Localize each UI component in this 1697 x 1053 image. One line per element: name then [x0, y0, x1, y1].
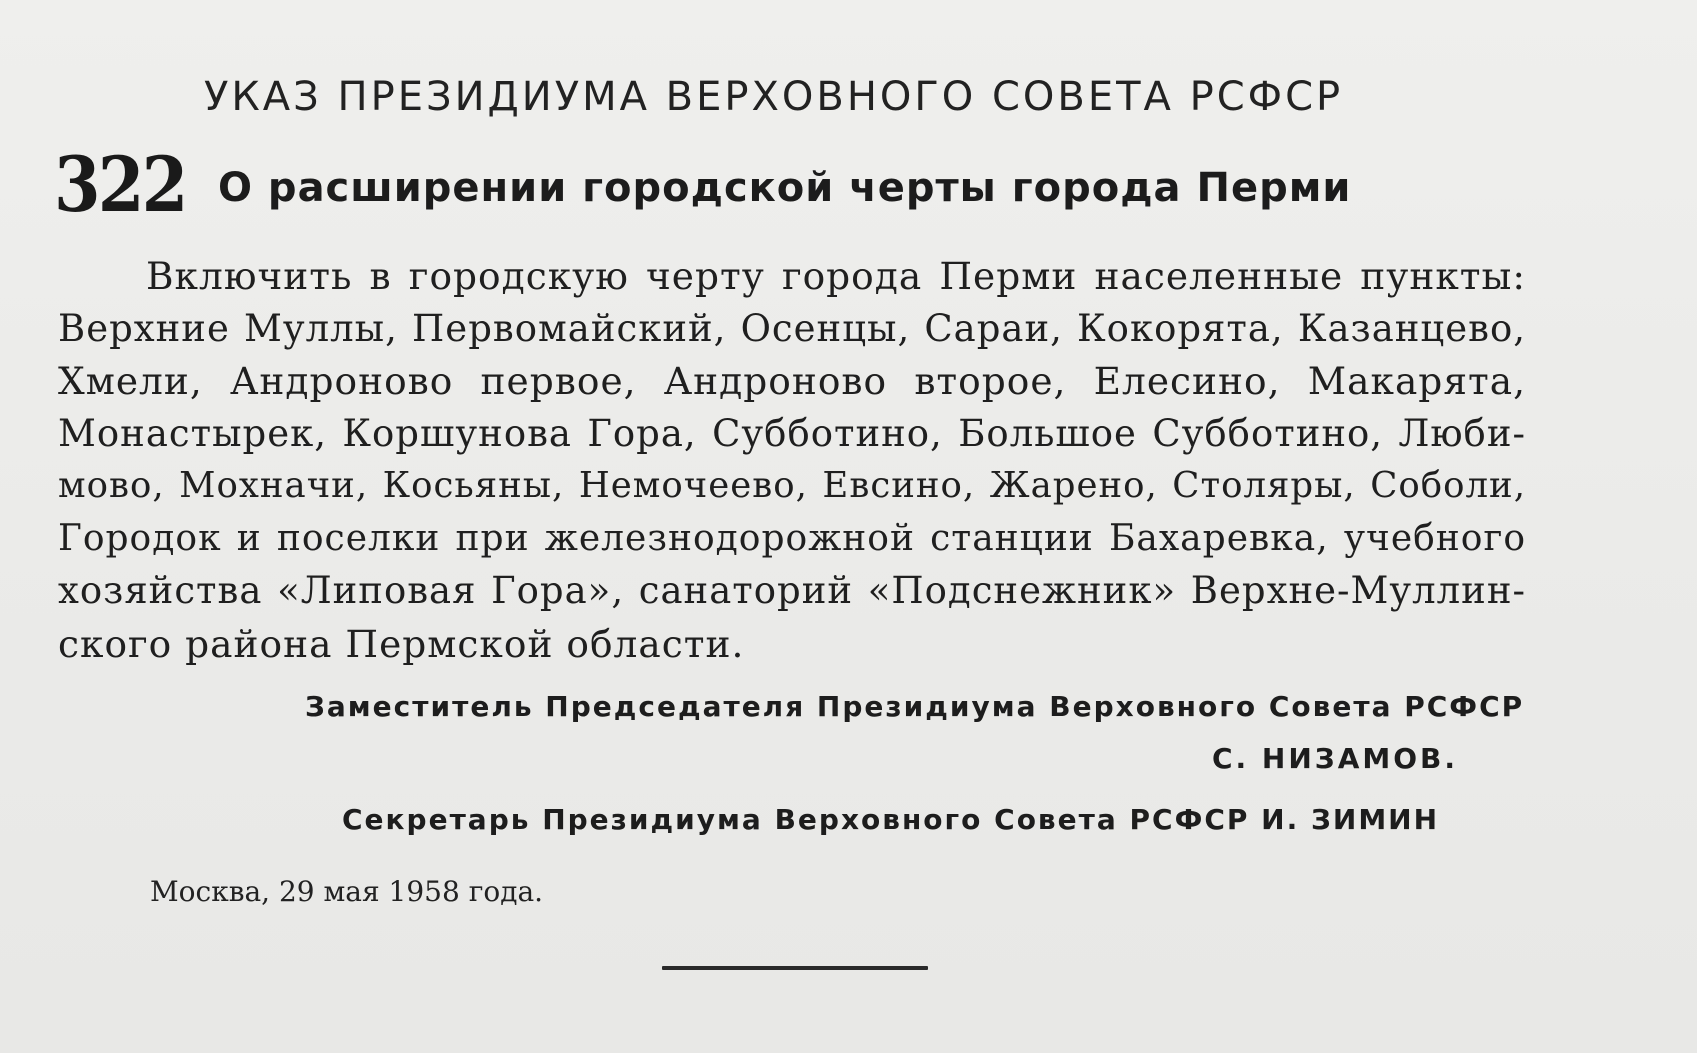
body-line: Городок и поселки при железнодорожной станции Бахаревка, учебного [58, 517, 1526, 559]
body-line: Верхние Муллы, Первомайский, Осенцы, Сараи, Кокорята, Казанцево, [58, 306, 1526, 350]
decree-body [58, 250, 1526, 670]
signatory-1-name: С. НИЗАМОВ. [1212, 742, 1459, 775]
signatory-1-title: Заместитель Председателя Президиума Верховного Совета РСФСР [305, 690, 1525, 723]
body-line: мово, Мохначи, Косьяны, Немочеево, Евсино, Жарено, Столяры, Соболи, [58, 465, 1526, 506]
decree-title: О расширении городской черты города Перми [218, 165, 1352, 211]
decree-header: УКАЗ ПРЕЗИДИУМА ВЕРХОВНОГО СОВЕТА РСФСР [204, 74, 1344, 120]
body-line: Включить в городскую черту города Перми населенные пункты: [146, 254, 1526, 298]
body-line: хозяйства «Липовая Гора», санаторий «Подснежник» Верхне-Муллин- [58, 569, 1526, 612]
decree-number: 322 [54, 140, 186, 229]
closing-rule [662, 966, 928, 970]
body-line: Монастырек, Коршунова Гора, Субботино, Большое Субботино, Люби- [58, 411, 1526, 455]
signatory-2: Секретарь Президиума Верховного Совета РСФСР И. ЗИМИН [342, 803, 1440, 836]
place-and-date: Москва, 29 мая 1958 года. [150, 875, 544, 908]
body-line: ского района Пермской области. [58, 621, 745, 666]
body-line: Хмели, Андроново первое, Андроново второе, Елесино, Макарята, [58, 359, 1526, 403]
